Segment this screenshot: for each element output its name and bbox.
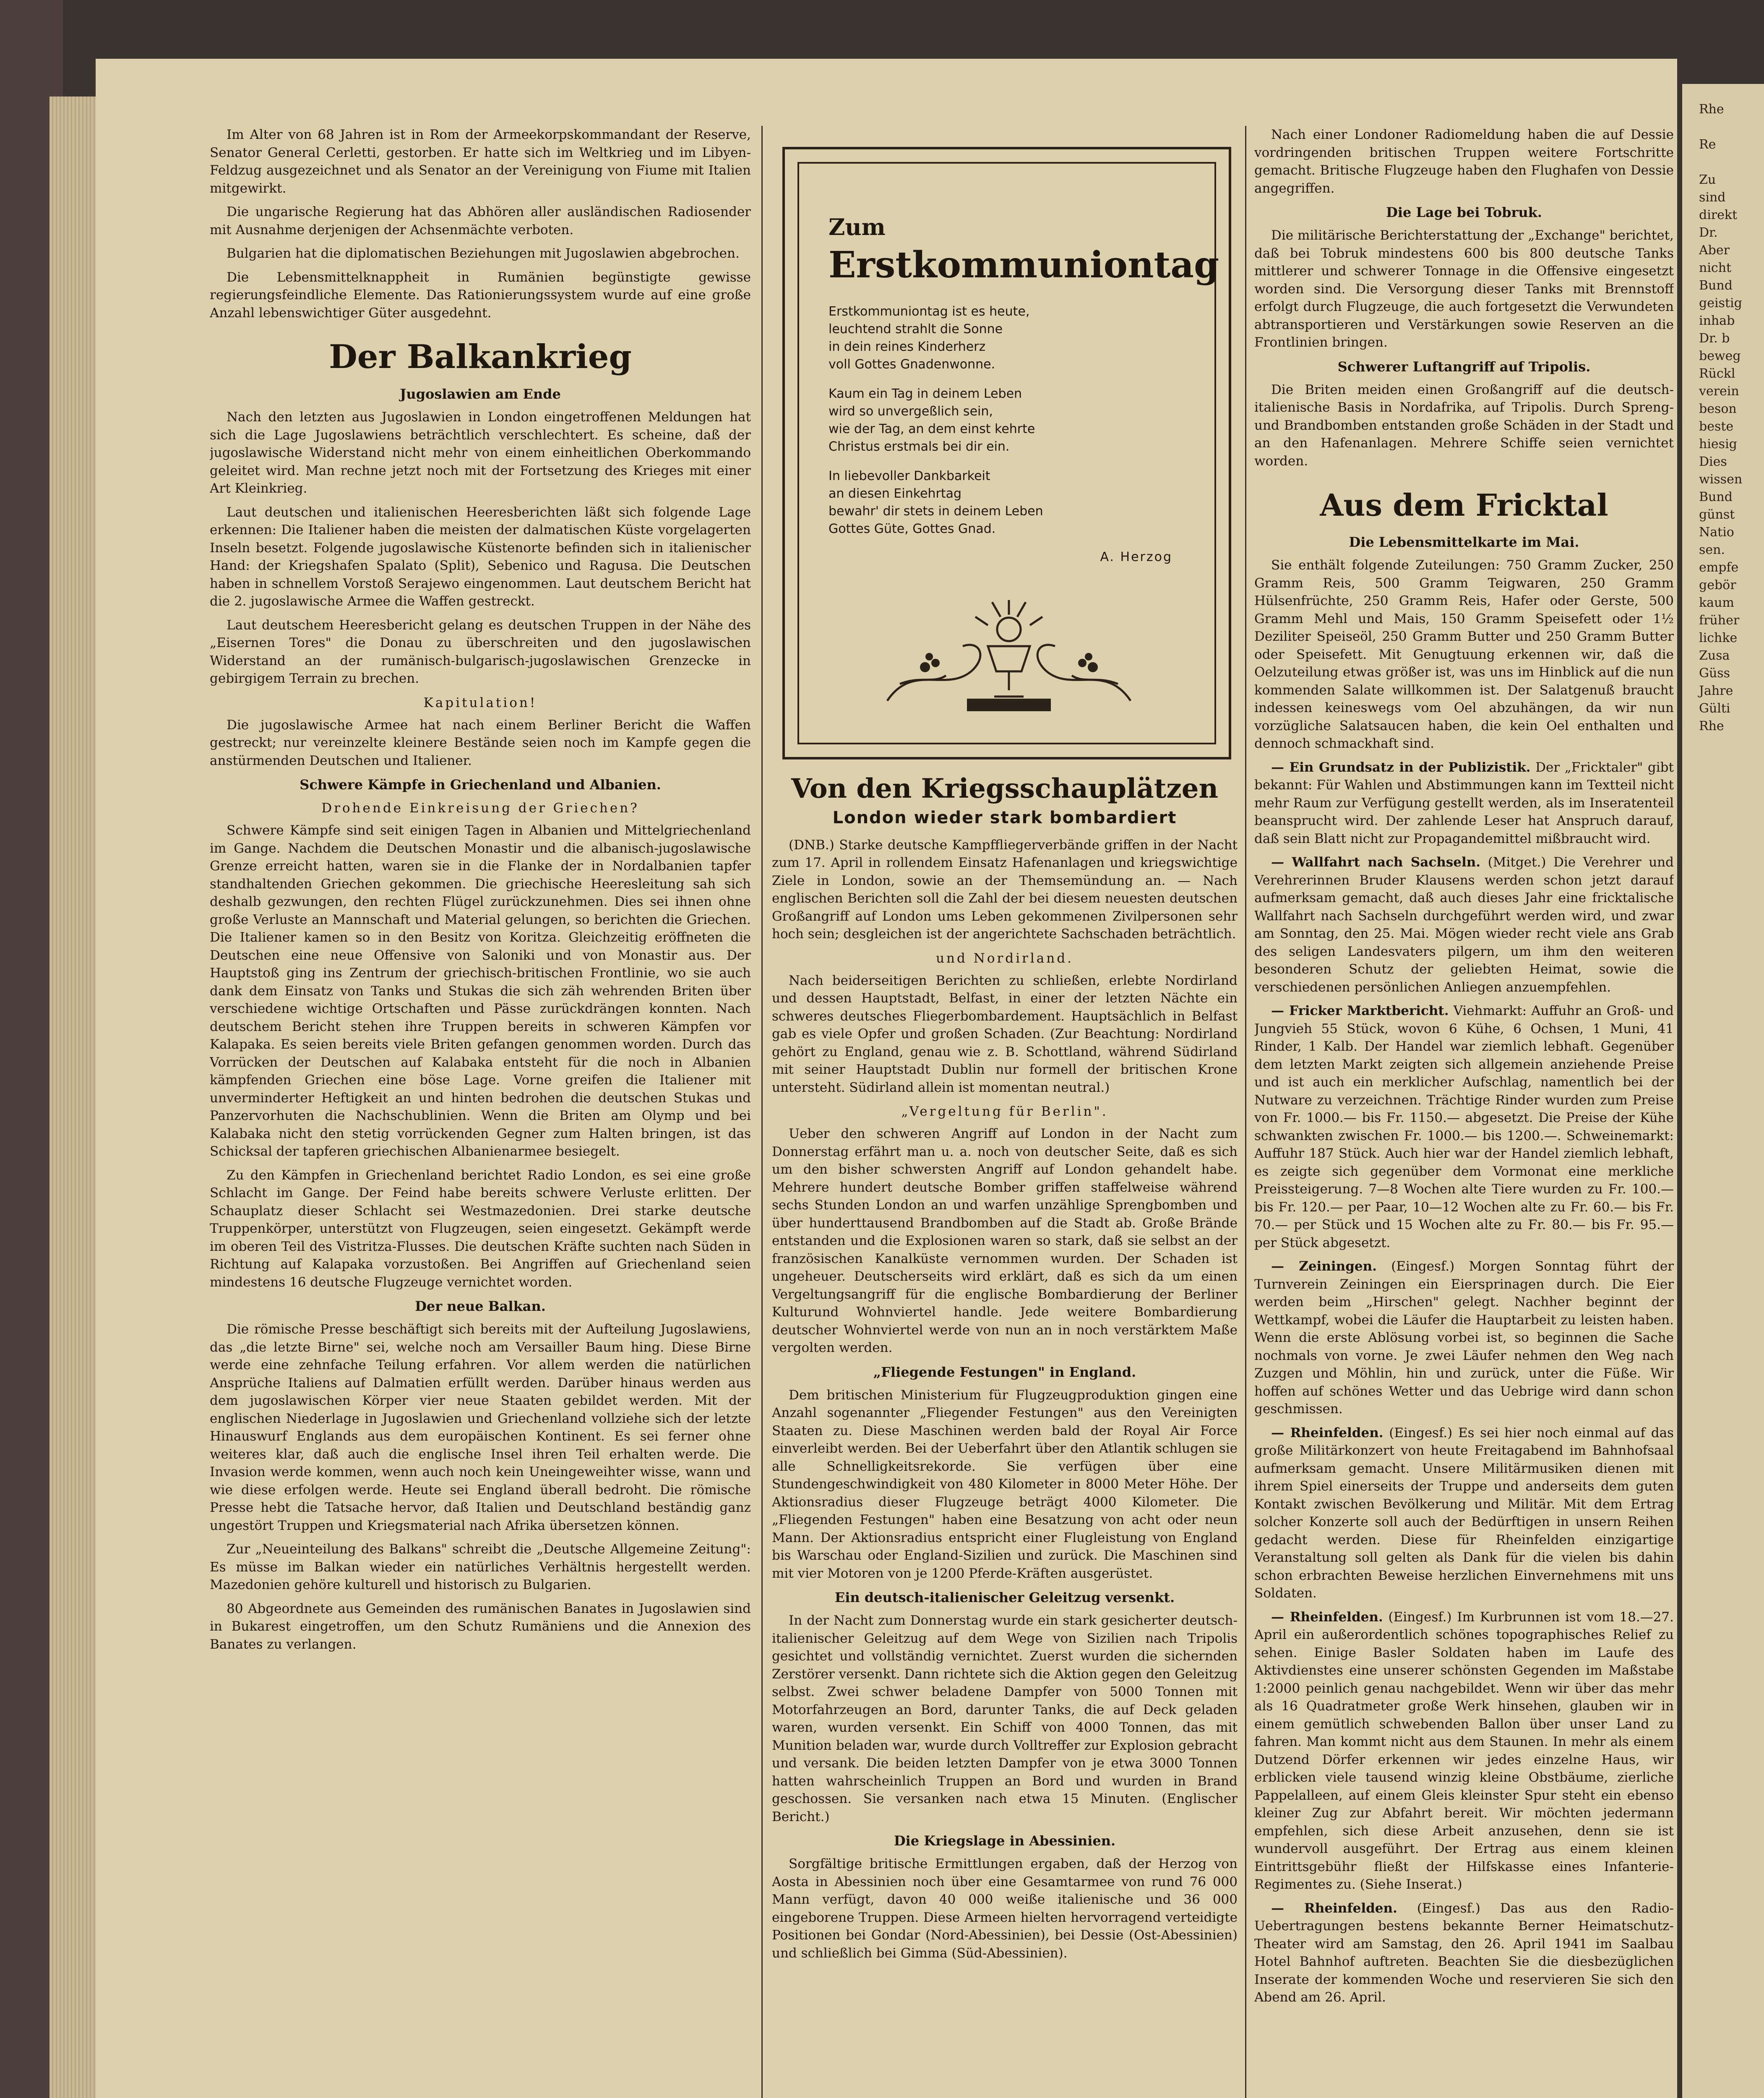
poem-inner-frame (797, 162, 1219, 744)
article-paragraph (1254, 1900, 1674, 2007)
subhead-jugoslawien: Jugoslawien am Ende (400, 386, 561, 402)
article-paragraph: Schwere Kämpfe sind seit einigen Tagen in Albanien und Mittelgriechenland im Gange. Nachdem die Deutschen Monastir und die albanisch-jugoslawische Grenze erreicht hatten, waren sie in die Flanke der in Nordalbanien tapfer standhaltenden Griechen gekommen. Die griechische Heeresleitung sah sich deshalb gezwungen, den rechten Flügel zurückzunehmen. Dies sei ihnen ohne große Verluste an Mannschaft und Material gelungen, so berichten die Griechen. Die Italiener kamen so in den Besitz von Koritza. Gleichzeitig eröffneten die Deutschen eine neue Offensive von Saloniki und von Monastir aus. Der Hauptstoß ging ins Zentrum der griechisch-britischen Frontlinie, wo sie auch dank dem Einsatz von Tanks und Stukas die sich zäh wehrenden Briten über verschiedene wichtige Ortschaften und Pässe zurückdrängen konnten. Nach deutschem Bericht stehen ihre Truppen bereits in schweren Kämpfen vor Kalapaka. Es seien bereits viele Briten gefangen genommen worden. Durch das Vorrücken der Deutschen auf Kalabaka entsteht für die noch in Albanien kämpfenden Griechen eine böse Lage. Vorne greifen die Italiener mit unverminderter Heftigkeit an und hinten bedrohen die deutschen Stukas und Panzervorhuten die Nachschublinien. Wenn die Briten am Olymp und bei Kalabaka nicht den stetig vorrückenden Gegner zum Halten bringen, ist das Schicksal der tapferen griechischen Albanienarmee besiegelt. (210, 823, 751, 1159)
text-grundsatz: Der „Fricktaler" gibt bekannt: Für Wahlen und Abstimmungen kann im Textteil nicht mehr Raum zur Verfügung gestellt werden, als im Inseratenteil beansprucht wird. Der zahlende Leser hat Anspruch darauf, daß sein Blatt nicht zur Propagandemittel mißbraucht wird. (1254, 759, 1674, 846)
headline-fricktal: Aus dem Fricktal (1320, 487, 1608, 523)
text-rheinfelden-3: (Eingesf.) Das aus den Radio-Uebertragungen bestens bekannte Berner Heimatschutz-Theater wird am Samstag, den 26. April 1941 im Saalbau Hotel Bahnhof auftreten. Beachten Sie die diesbezüglichen Inserate der kommenden Woche und reservieren Sie sich den Abend am 26. April. (1254, 1900, 1674, 2005)
article-paragraph (1254, 1424, 1674, 1602)
subhead-nordirland: und Nordirland. (936, 950, 1074, 966)
article-paragraph: Sie enthält folgende Zuteilungen: 750 Gramm Zucker, 250 Gramm Reis, 500 Gramm Teigwaren, 250 Gramm Hülsenfrüchte, 250 Gramm Reis, Hafer oder Gerste, 500 Gramm Mehl und Mais, 150 Gramm Speisefett oder 1½ Deziliter Speiseöl, 250 Gramm Butter und 250 Gramm Butter oder Speisefett. Mit Genugtuung erkennen wir, daß die Oelzuteilung etwas größer ist, was uns im Hinblick auf die nun kommenden Salate willkommen ist. Der Salatgenuß braucht indessen keineswegs vom Oel abzuhängen, da wir nun vorzügliche Salatsaucen haben, die kein Oel enthalten und dennoch schmackhaft sind. (1254, 558, 1674, 751)
column-2 (772, 772, 1238, 2098)
lead-zeiningen: — Zeiningen. (1271, 1259, 1377, 1274)
lead-rheinfelden-3: — Rheinfelden. (1271, 1900, 1397, 1916)
lead-rheinfelden-2: — Rheinfelden. (1271, 1609, 1383, 1625)
article-paragraph (1254, 1002, 1674, 1252)
text-zeiningen: (Eingesf.) Morgen Sonntag führt der Turnverein Zeiningen ein Eiersprinagen durch. Die Eier werden beim „Hirschen" gelegt. Nachher beginnt der Wettkampf, wobei die Läufer die Hauptarbeit zu leisten haben. Wenn die erste Ablösung vorbei ist, so beginnen die Sache nochmals von vorne. Je zwei Läufer nehmen den Weg nach Zuzgen und Möhlin, hin und zurück, unter die Füße. Wir hoffen auf schönes Wetter und das Uebrige wird dann schon geschmissen. (1254, 1259, 1674, 1417)
text-wallfahrt: (Mitget.) Die Verehrer und Verehrerinnen Bruder Klausens werden schon jetzt darauf aufmerksam gemacht, daß auch dieses Jahr eine fricktalische Wallfahrt nach Sachseln durchgeführt werden wird, und zwar am Sonntag, den 25. Mai. Mögen wieder recht viele ans Grab des seligen Landesvaters pilgern, um ihm den weiteren besonderen Schutz der geliebten Heimat, sowie die verschiedenen persönlichen Anliegen anzuempfehlen. (1254, 855, 1674, 995)
article-paragraph (1254, 1258, 1674, 1418)
article-paragraph (1254, 853, 1674, 996)
article-paragraph: Im Alter von 68 Jahren ist in Rom der Armeekorpskommandant der Reserve, Senator General Cerletti, gestorben. Er hatte sich im Weltkrieg und im Libyen-Feldzug ausgezeichnet und als Senator an der Vereinigung von Fiume mit Italien mitgewirkt. (210, 127, 751, 196)
subhead-geleitzug: Ein deutsch-italienischer Geleitzug versenkt. (834, 1589, 1175, 1605)
lead-rheinfelden-1: — Rheinfelden. (1271, 1425, 1384, 1440)
article-paragraph: Die Briten meiden einen Großangriff auf die deutsch-italienische Basis in Nordafrika, auf Tripolis. Durch Spreng- und Brandbomben entstanden große Schäden in der Stadt und an den Hafenanlagen. Mehrere Schiffe seien vernichtet worden. (1254, 382, 1674, 469)
article-paragraph: Dem britischen Ministerium für Flugzeugproduktion gingen eine Anzahl sogenannter „Fliegender Festungen" aus den Vereinigten Staaten zu. Diese Maschinen werden bald der Royal Air Force einverleibt werden. Bei der Ueberfahrt über den Atlantik schlugen sie alle Schnelligkeitsrekorde. Sie verfügen über eine Stundengeschwindigkeit von 480 Kilometer in 8000 Meter Höhe. Der Aktionsradius dieser Flugzeuge beträgt 4000 Kilometer. Die „Fliegenden Festungen" haben eine Besatzung von acht oder neun Mann. Der Aktionsradius entspricht einer Flugleistung von England bis Warschau oder England-Sizilien und zurück. Die Maschinen sind mit vier Motoren von je 1200 Pferde-Kräften ausgerüstet. (772, 1387, 1238, 1581)
article-paragraph: 80 Abgeordnete aus Gemeinden des rumänischen Banates in Jugoslawien sind in Bukarest eingetroffen, um den Schutz Rumäniens und die Annexion des Banates zu verlangen. (210, 1601, 751, 1652)
article-paragraph: Nach beiderseitigen Berichten zu schließen, erlebte Nordirland und dessen Hauptstadt, Belfast, in einer der letzten Nächte ein schweres deutsches Fliegerbombardement. Hauptsächlich in Belfast gab es viele Opfer und großen Schaden. (Zur Beachtung: Nordirland gehört zu England, genau wie z. B. Schottland, während Südirland mit seiner Hauptstadt Dublin nur formell der britischen Krone untersteht. Südirland allein ist momentan neutral.) (772, 973, 1238, 1095)
headline-kriegsschauplaetze: Von den Kriegsschauplätzen (791, 773, 1218, 804)
article-paragraph: Zur „Neueinteilung des Balkans" schreibt die „Deutsche Allgemeine Zeitung": Es müsse im Balkan wieder ein natürliches Verhältnis hergestellt werden. Mazedonien gehöre kulturell und historisch zu Bulgarien. (210, 1542, 751, 1592)
article-paragraph: Die römische Presse beschäftigt sich bereits mit der Aufteilung Jugoslawiens, das „die letzte Birne" sei, welche noch am Versailler Baum hing. Diese Birne werde eine zehnfache Teilung erfahren. Vor allem werden die natürlichen Ansprüche Italiens auf Dalmatien erfüllt werden. Darüber hinaus werden aus dem jugoslawischen Körper vier neue Staaten gebildet werden. Mit der englischen Niederlage in Jugoslawien und Griechenland vollziehe sich der letzte Hinauswurf Englands aus dem europäischen Kontinent. Es sei ferner ohne weiteres klar, daß auch die englische Insel ihren Teil erhalten werde. Die Invasion werde kommen, wenn auch noch kein Uneingeweihter wisse, wann und wie diese erfolgen werde. Heute sei England überall bedroht. Die römische Presse hebt die Tatsache hervor, daß Italien und Deutschland beständig ganz ungestört Truppen und Kriegsmaterial nach Afrika übersetzen können. (210, 1322, 751, 1533)
poem-author: A. Herzog (1100, 550, 1173, 564)
poem-verse-1: Erstkommuniontag ist es heute, leuchtend strahlt die Sonne in dein reines Kinderherz voll Gottes Gnadenwonne. (829, 304, 1030, 372)
article-paragraph: Die militärische Berichterstattung der „Exchange" berichtet, daß bei Tobruk mindestens 600 bis 800 deutsche Tanks mittlerer und schwerer Tonnage in die Offensive eingesetzt worden sind. Die Versorgung dieser Tanks mit Brennstoff erfolgt durch Flugzeuge, die auch fortgesetzt die Verwundeten abtransportieren und Verstärkungen sowie Reserven an die Frontlinien bringen. (1254, 228, 1674, 350)
article-paragraph: Laut deutschen und italienischen Heeresberichten läßt sich folgende Lage erkennen: Die Italiener haben die meisten der dalmatischen Küste vorgelagerten Inseln besetzt. Folgende jugoslawische Küstenorte befinden sich in italienischer Hand: der Kriegshafen Spalato (Split), Sebenico und Ragusa. Die Deutschen haben in schnellem Vorstoß Serajewo eingenommen. Laut deutschem Bericht hat die 2. jugoslawische Armee die Waffen gestreckt. (210, 504, 751, 609)
lead-marktbericht: — Fricker Marktbericht. (1271, 1003, 1449, 1018)
subhead-tobruk: Die Lage bei Tobruk. (1386, 204, 1542, 220)
adjacent-page-text: Rhe Re Zu sind direkt Dr. Aber nicht Bund geistig inhab Dr. b beweg Rückl verein beson beste hiesig Dies wissen Bund günst Natio sen. empfe gebör kaum früher lichke Zusa Güss Jahre Gülti Rhe (1699, 102, 1743, 733)
article-paragraph: Laut deutschem Heeresbericht gelang es deutschen Truppen in der Nähe des „Eisernen Tores" die Donau zu überschreiten und den jugoslawischen Widerstand an der rumänisch-bulgarisch-jugoslawischen Grenzecke in gebirgigem Terrain zu brechen. (210, 617, 751, 686)
poem-verse-2: Kaum ein Tag in deinem Leben wird so unvergeßlich sein, wie der Tag, an dem einst kehrte Christus erstmals bei dir ein. (829, 386, 1035, 454)
text-rheinfelden-2: (Eingesf.) Im Kurbrunnen ist vom 18.—27. April ein außerordentlich schönes topographisches Relief zu sehen. Einige Basler Soldaten haben im Laufe des Aktivdienstes eine unserer schönsten Gegenden im Maßstabe 1:2000 peinlich genau nachgebildet. Wenn wir über das mehr als 16 Quadratmeter große Werk hinsehen, glauben wir in einem gemütlich schwebenden Ballon über unser Land zu fahren. Man kommt nicht aus dem Staunen. In mehr als einem Dutzend Dörfer erkennen wir jedes einzelne Haus, wir erblicken viele tausend winzig kleine Obstbäume, zierliche Pappelalleen, auf einem Gleis kleinster Spur steht ein ebenso kleiner Zug zur Abfahrt bereit. Wir möchten jedermann empfehlen, sich diese Arbeit anzusehen, denn sie ist wundervoll ausgeführt. Der Ertrag aus einem kleinen Eintrittsgebühr fließt der Hilfskasse eines Infanterie-Regimentes zu. (Siehe Inserat.) (1254, 1609, 1674, 1892)
article-paragraph: Die jugoslawische Armee hat nach einem Berliner Bericht die Waffen gestreckt; nur vereinzelte kleinere Bestände seien noch im Kampfe gegen die anstürmenden Deutschen und Italiener. (210, 717, 751, 768)
subhead-kapitulation: Kapitulation! (423, 695, 537, 710)
poem-title-prefix: Zum (829, 214, 886, 240)
poem-title-main: Erstkommuniontag (829, 244, 1219, 286)
subhead-neuer-balkan: Der neue Balkan. (415, 1298, 546, 1314)
subhead-griechenland: Schwere Kämpfe in Griechenland und Albanien. (300, 777, 661, 793)
subhead-tripolis: Schwerer Luftangriff auf Tripolis. (1337, 358, 1591, 375)
subhead-lebensmittelkarte: Die Lebensmittelkarte im Mai. (1349, 534, 1579, 550)
text-rheinfelden-1: (Eingesf.) Es sei hier noch einmal auf das große Militärkonzert von heute Freitagabend im Bahnhofsaal aufmerksam gemacht. Unsere Militärmusiken dienen mit ihrem Spiel einerseits der Truppe und anderseits dem guten Kontakt zwischen Bevölkerung und Militär. Mit dem Ertrag solcher Konzerte soll auch der Bedürftigen in unsern Reihen gedacht werden. Diese für Rheinfelden einzigartige Veranstaltung soll gelten als Dank für die vielen bis dahin schon erbrachten Beweise herzlichen Einvernehmens mit uns Soldaten. (1254, 1425, 1674, 1601)
poem-frame (782, 147, 1231, 759)
subhead-einkreisung: Drohende Einkreisung der Griechen? (321, 801, 639, 816)
article-paragraph (1254, 1608, 1674, 1894)
column-1 (210, 126, 751, 2098)
article-paragraph: Ueber den schweren Angriff auf London in der Nacht zum Donnerstag erfährt man u. a. noch von deutscher Seite, daß es sich um den bisher schwersten Angriff auf London gehandelt habe. Mehrere hundert deutsche Bomber griffen staffelweise während sechs Stunden London an und warfen unzählige Sprengbomben und über hunderttausend Brandbomben auf die Stadt ab. Große Brände entstanden und die Explosionen waren so stark, daß sie selbst an der französischen Kanalküste vernommen wurden. Der Schaden ist ungeheuer. Deutscherseits wird erklärt, daß es sich da um einen Vergeltungsangriff für die englische Bombardierung der Berliner Kulturund Wohnviertel handle. Jede weitere Bombardierung deutscher Wohnviertel werde von nun an in noch verstärktem Maße vergolten werden. (772, 1126, 1238, 1355)
poem-verse-3: In liebevoller Dankbarkeit an diesen Einkehrtag bewahr' dir stets in deinem Leben Gottes Güte, Gottes Gnad. (829, 469, 1043, 536)
column-3 (1254, 126, 1674, 2098)
lead-wallfahrt: — Wallfahrt nach Sachseln. (1271, 855, 1481, 870)
article-paragraph: In der Nacht zum Donnerstag wurde ein stark gesicherter deutsch-italienischer Geleitzug auf dem Wege von Sizilien nach Tripolis gesichtet und vollständig vernichtet. Zuerst wurden die sichernden Zerstörer versenkt. Dann richtete sich die Aktion gegen den Geleitzug selbst. Zwei schwer beladene Dampfer von 5000 Tonnen mit Motorfahrzeugen an Bord, darunter Tanks, die auf Deck geladen waren, wurden versenkt. Ein Schiff von 4000 Tonnen, das mit Munition beladen war, wurde durch Volltreffer zur Explosion gebracht und versank. Die beiden letzten Dampfer von je etwa 3000 Tonnen hatten wahrscheinlich Truppen an Bord und wurden in Brand geschossen. Sie versanken nach etwa 15 Minuten. (Englischer Bericht.) (772, 1613, 1238, 1824)
subhead-vergeltung: „Vergeltung für Berlin". (901, 1104, 1108, 1119)
article-paragraph: Die Lebensmittelknappheit in Rumänien begünstigte gewisse regierungsfeindliche Elemente. Das Rationierungssystem wurde auf eine große Anzahl lebenswichtiger Güter ausgedehnt. (210, 269, 751, 321)
subhead-london: London wieder stark bombardiert (832, 808, 1177, 827)
poem-title (829, 201, 1219, 286)
subhead-festungen: „Fliegende Festungen" in England. (873, 1364, 1136, 1380)
article-paragraph: Nach einer Londoner Radiomeldung haben die auf Dessie vordringenden britischen Truppen weitere Fortschritte gemacht. Britische Flugzeuge haben den Flughafen von Dessie angegriffen. (1254, 127, 1674, 196)
article-paragraph (1254, 759, 1674, 848)
article-paragraph: Bulgarien hat die diplomatischen Beziehungen mit Jugoslawien abgebrochen. (227, 246, 740, 261)
headline-balkankrieg: Der Balkankrieg (329, 338, 632, 376)
subhead-abessinien: Die Kriegslage in Abessinien. (894, 1833, 1116, 1849)
chalice-ornament-icon (862, 600, 1156, 718)
column-rule-2 (1245, 126, 1246, 2098)
column-rule-1 (761, 126, 763, 2098)
lead-grundsatz: — Ein Grundsatz in der Publizistik. (1271, 759, 1531, 775)
article-paragraph: (DNB.) Starke deutsche Kampffliegerverbände griffen in der Nacht zum 17. April in rollendem Einsatz Hafenanlagen und kriegswichtige Ziele in London, sowie an der Themsemündung an. — Nach englischen Berichten soll die Zahl der bei diesem neuesten deutschen Großangriff auf London ums Leben gekommenen Zivilpersonen sehr hoch sein; desgleichen ist der angerichtete Sachschaden beträchtlich. (772, 837, 1238, 942)
article-paragraph: Nach den letzten aus Jugoslawien in London eingetroffenen Meldungen hat sich die Lage Jugoslawiens beträchtlich verschlechtert. Es scheine, daß der jugoslawische Widerstand nicht mehr von einem einheitlichen Oberkommando geleitet wird. Man rechne jetzt noch mit der Fortsetzung des Krieges mit einer Art Kleinkrieg. (210, 410, 751, 496)
text-marktbericht: Viehmarkt: Auffuhr an Groß- und Jungvieh 55 Stück, wovon 6 Kühe, 6 Ochsen, 1 Muni, 41 Rinder, 1 Kalb. Der Handel war ziemlich lebhaft. Gegenüber dem letzten Markt zeigten sich allgemein anziehende Preise und ist auch ein merklicher Aufschlag, namentlich bei der Nutware zu verzeichnen. Trächtige Rinder wurden zum Preise von Fr. 1000.— bis Fr. 1150.— abgesetzt. Die Preise der Kühe schwankten zwischen Fr. 1000.— bis 1200.—. Schweinemarkt: Auffuhr 187 Stück. Auch hier war der Handel ziemlich lebhaft, es zeigte sich gegenüber dem Vormonat eine merkliche Preissteigerung. 7—8 Wochen alte Tiere wurden zu Fr. 100.— bis Fr. 120.— per Paar, 10—12 Wochen alte zu Fr. 60.— bis Fr. 70.— per Stück und 15 Wochen alte zu Fr. 80.— bis Fr. 95.— per Stück abgesetzt. (1254, 1003, 1674, 1250)
adjacent-page-edge (1682, 84, 1764, 2098)
article-paragraph: Zu den Kämpfen in Griechenland berichtet Radio London, es sei eine große Schlacht im Gange. Der Feind habe bereits schwere Verluste erlitten. Der Schauplatz dieser Schlacht sei Westmazedonien. Drei starke deutsche Truppenkörper, unterstützt von Flugzeugen, seien eingesetzt. Gekämpft werde im oberen Teil des Vistritza-Flusses. Die deutschen Kräfte suchten nach Süden in Richtung auf Kalapaka vorzustoßen. Bei Angriffen auf Griechenland seien mindestens 16 deutsche Flugzeuge vernichtet worden. (210, 1167, 751, 1290)
article-paragraph: Sorgfältige britische Ermittlungen ergaben, daß der Herzog von Aosta in Abessinien noch über eine Gesamtarmee von rund 76 000 Mann verfügt, davon 40 000 weiße italienische und 36 000 eingeborene Truppen. Diese Armeen hielten hervorragend verteidigte Positionen bei Gondar (Nord-Abessinien), bei Dessie (Ost-Abessinien) und schließlich bei Gimma (Süd-Abessinien). (772, 1856, 1238, 1961)
page-edges (50, 97, 96, 2098)
article-paragraph: Die ungarische Regierung hat das Abhören aller ausländischen Radiosender mit Ausnahme derjenigen der Achsenmächte verboten. (210, 204, 751, 237)
